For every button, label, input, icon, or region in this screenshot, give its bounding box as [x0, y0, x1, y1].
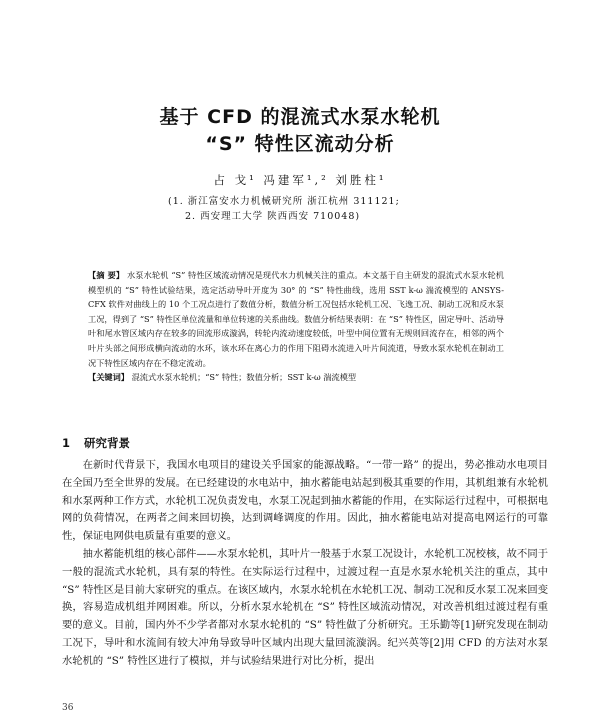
keywords-label: 【关键词】 — [88, 372, 129, 383]
body-text — [62, 457, 548, 671]
title-line-2: “S” 特性区流动分析 — [205, 133, 395, 155]
title-line-1: 基于 CFD 的混流式水泵水轮机 — [159, 106, 441, 128]
paper-title — [0, 104, 600, 158]
abstract-text: 水泵水轮机 “S” 特性区域流动情况是现代水力机械关注的重点。本文基于自主研发的混流式水泵水轮机模型机的 “S” 特性试验结果，选定活动导叶开度为 30° 的 “S” 特性曲线，选用 SST k-ω 湍流模型的 ANSYS-CFX 软件对曲线上的 10 个工况点进行了数值分析，数值分析工况包括水轮机工况、飞逸工况、制动工况和反水泵工况，得到了 “S” 特性区单位流量和单位转速的关系曲线。数值分析结果表明：在 “S” 特性区，固定导叶、活动导叶和尾水管区域内存在较多的回流形成漩涡，转轮内流动速度较低，叶型中间位置有无规则回流存在，相邻的两个叶片头部之间形成横向流动的水环，该水环在离心力的作用下阻碍水流进入叶片间流道，导致水泵水轮机在制动工况下特性区域内存在不稳定流动。 — [88, 270, 504, 368]
abstract-body — [88, 268, 504, 370]
affiliation-2: 2. 西安理工大学 陕西西安 710048) — [185, 211, 361, 222]
affiliations — [168, 194, 400, 224]
affiliation-1: (1. 浙江富安水力机械研究所 浙江杭州 311121; — [168, 196, 400, 207]
section-title: 研究背景 — [84, 436, 131, 450]
paragraph: 在新时代背景下，我国水电项目的建设关乎国家的能源战略。“一带一路” 的提出，势必推动水电项目在全国乃至全世界的发展。在已经建设的水电站中，抽水蓄能电站起到极其重要的作用，其机组兼有水轮机和水泵两种工作方式，水轮机工况负责发电，水泵工况起到抽水蓄能的作用，在实际运行过程中，可根据电网的负荷情况，在两者之间来回切换，达到调峰调度的作用。因此，抽水蓄能电站对提高电网运行的可靠性，保证电网供电质量有重要的意义。 — [62, 459, 548, 543]
authors: 占 戈¹ 冯建军¹,² 刘胜柱¹ — [213, 173, 387, 187]
paragraph: 抽水蓄能机组的核心部件——水泵水轮机，其叶片一般基于水泵工况设计，水轮机工况校核，故不同于一般的混流式水轮机，具有泵的特性。在实际运行过程中，过渡过程一直是水泵水轮机关注的重点，其中 “S” 特性区是目前大家研究的重点。在该区域内，水泵水轮机在水轮机工况、制动工况和反水泵工况来回变换，容易造成机组并网困难。所以，分析水泵水轮机在 “S” 特性区域流动情况，对改善机组过渡过程有重要的意义。目前，国内外不少学者都对水泵水轮机的 “S” 特性做了分析研究。王乐勤等[1]研究发现在制动工况下，导叶和水流间有较大冲角导致导叶区域内出现大量回流漩涡。纪兴英等[2]用 CFD 的方法对水泵水轮机的 “S” 特性区进行了模拟，并与试验结果进行对比分析，提出 — [62, 547, 548, 667]
keywords-text: 混流式水泵水轮机；“S” 特性；数值分析；SST k-ω 湍流模型 — [131, 372, 357, 383]
page-number: 36 — [62, 703, 74, 713]
section-number: 1 — [62, 436, 71, 450]
abstract-label: 【摘 要】 — [88, 270, 125, 280]
keywords — [88, 370, 504, 385]
section-heading — [62, 435, 130, 451]
abstract — [88, 268, 504, 385]
